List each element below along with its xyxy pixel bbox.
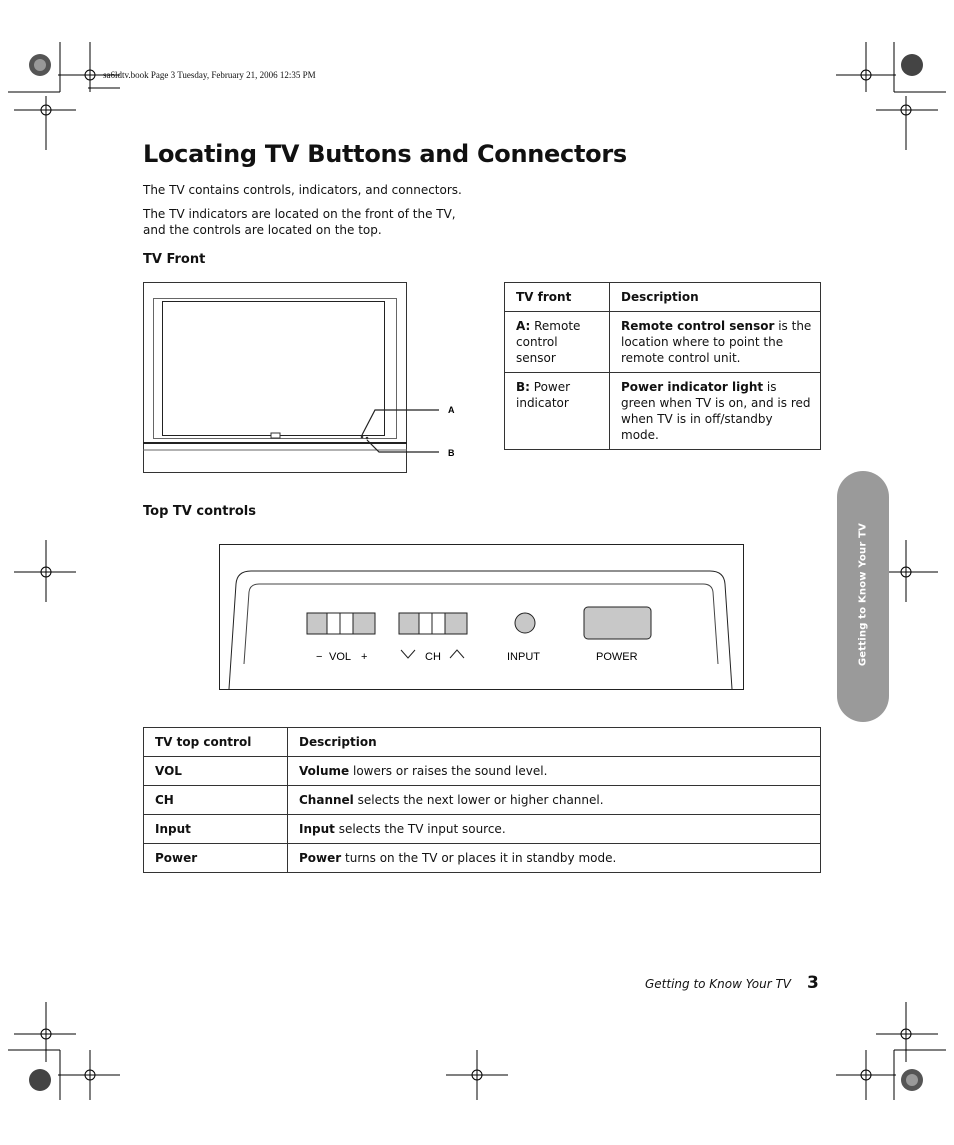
tv-front-header: TV front: [505, 283, 610, 312]
chapter-side-tab: [837, 471, 889, 722]
chapter-tab-label: Getting to Know Your TV: [857, 522, 869, 667]
tv-front-description-header: Description: [610, 283, 821, 312]
book-slug: sa6ldtv.book Page 3 Tuesday, February 21, 2006 12:35 PM: [103, 70, 316, 80]
input-label: INPUT: [507, 651, 540, 663]
vol-minus-label: −: [316, 651, 323, 663]
table-row: Input Input selects the TV input source.: [144, 815, 821, 844]
top-controls-heading: Top TV controls: [143, 504, 257, 519]
hp-logo-icon: [271, 433, 280, 438]
intro-paragraph-2: The TV indicators are located on the front of the TV, and the controls are located on the top.: [143, 207, 456, 237]
power-label: POWER: [596, 651, 638, 663]
page-number: 3: [807, 973, 819, 993]
power-button-icon: [584, 607, 651, 639]
tv-front-heading: TV Front: [143, 252, 206, 267]
callout-b: B: [448, 448, 455, 458]
tv-front-illustration: [143, 282, 463, 474]
footer-chapter-title: Getting to Know Your TV: [644, 977, 791, 991]
tv-top-controls-table: [143, 727, 821, 873]
power-indicator-icon: [366, 437, 369, 440]
tv-front-table: [504, 282, 821, 450]
remote-sensor-icon: [361, 436, 364, 439]
table-row: CH Channel selects the next lower or higher channel.: [144, 786, 821, 815]
top-description-header: Description: [288, 728, 821, 757]
input-button-icon: [515, 613, 535, 633]
vol-label: VOL: [329, 651, 352, 663]
callout-a: A: [448, 405, 455, 415]
top-controls-illustration: [219, 544, 745, 691]
top-control-header: TV top control: [144, 728, 288, 757]
intro-paragraph-1: The TV contains controls, indicators, and connectors.: [143, 183, 462, 197]
vol-plus-label: +: [361, 651, 368, 663]
ch-label: CH: [425, 651, 441, 663]
table-row: VOL Volume lowers or raises the sound level.: [144, 757, 821, 786]
page-title: Locating TV Buttons and Connectors: [143, 140, 627, 168]
table-row: Power Power turns on the TV or places it in standby mode.: [144, 844, 821, 873]
table-row: A: Remote control sensor Remote control sensor is the location where to point the remote control unit.: [505, 312, 821, 373]
table-row: B: Power indicator Power indicator light is green when TV is on, and is red when TV is in off/standby mode.: [505, 373, 821, 450]
